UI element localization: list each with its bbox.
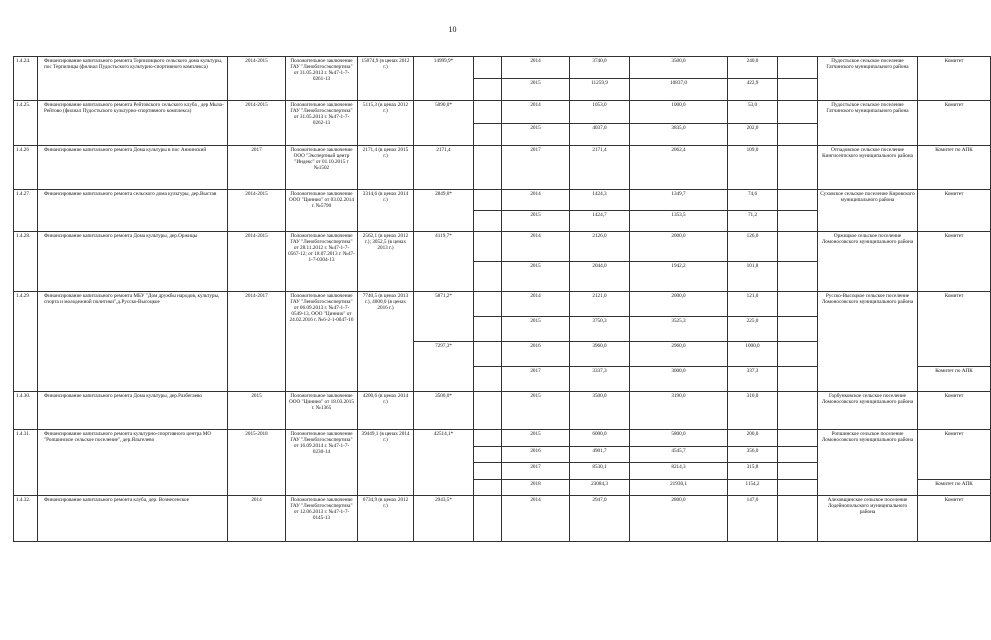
year-total-cell: 2171,4 xyxy=(570,146,630,190)
recipient-cell: Алеховщинское сельское поселение Лодейнопольского муниципального района xyxy=(818,496,918,542)
year-cell: 2014 xyxy=(502,292,570,317)
row-number-cell: 1.4.29 xyxy=(14,292,38,392)
regional-budget-cell: 3500,0 xyxy=(630,57,728,79)
year-total-cell: 3750,3 xyxy=(570,317,630,342)
spacer-cell xyxy=(474,479,502,496)
expertise-cell: Положительное заключение ГАУ "Леноблгосэкспертиза" от 31.05.2013 г. №47-1-7-0261-13 xyxy=(286,57,358,101)
year-total-cell: 3500,0 xyxy=(570,392,630,430)
spacer-cell xyxy=(778,367,818,392)
period-cell: 2017 xyxy=(228,146,286,190)
spacer-cell xyxy=(474,211,502,232)
local-budget-cell: 1154,2 xyxy=(728,479,778,496)
local-budget-cell: 147,0 xyxy=(728,496,778,542)
object-name-cell: Финансирование капитального ремонта Терпилицкого сельского дома культуры, пос Терпилицы (филиал Пудостьского культурно-спортивного комплекса) xyxy=(38,57,228,101)
recipient-cell: Русско-Высоцкое сельское поселение Ломоносовского муниципального района xyxy=(818,292,918,392)
row-number-cell: 1.4.32. xyxy=(14,496,38,542)
year-cell: 2015 xyxy=(502,79,570,101)
estimated-cost-cell: 15074,9 (в ценах 2012 г.) xyxy=(358,57,414,101)
table-row xyxy=(14,190,991,211)
period-cell: 2014 xyxy=(228,496,286,542)
spacer-cell xyxy=(778,211,818,232)
local-budget-cell: 315,8 xyxy=(728,463,778,480)
expertise-cell: Положительное заключение ГАУ "Леноблгосэкспертиза" от 16.09.2014 г. №47-1-7-0230-14 xyxy=(286,430,358,496)
committee-cell: Комитет xyxy=(918,190,991,232)
committee-cell: Комитет по АПК xyxy=(918,367,991,392)
spacer-cell xyxy=(474,262,502,292)
total-cost-cell: 2943,5* xyxy=(414,496,474,542)
spacer-cell xyxy=(474,342,502,367)
local-budget-cell: 240,0 xyxy=(728,57,778,79)
period-cell: 2014-2015 xyxy=(228,101,286,146)
table-row xyxy=(14,292,991,317)
year-cell: 2015 xyxy=(502,392,570,430)
regional-budget-cell: 2000,0 xyxy=(630,232,728,262)
year-cell: 2018 xyxy=(502,479,570,496)
local-budget-cell: 101,8 xyxy=(728,262,778,292)
committee-cell: Комитет xyxy=(918,292,991,367)
recipient-cell: Суховское сельское поселение Кировского муниципального района xyxy=(818,190,918,232)
regional-budget-cell: 3190,0 xyxy=(630,392,728,430)
regional-budget-cell: 3835,0 xyxy=(630,123,728,146)
year-cell: 2014 xyxy=(502,232,570,262)
year-total-cell: 3960,0 xyxy=(570,342,630,367)
object-name-cell: Финансирование капитального ремонта сельского дома культуры, дер.Выстав xyxy=(38,190,228,232)
estimated-cost-cell: 4200,6 (в ценах 2014 г.) xyxy=(358,392,414,430)
committee-cell: Комитет по АПК xyxy=(918,146,991,190)
regional-budget-cell: 21930,1 xyxy=(630,479,728,496)
local-budget-cell: 53,0 xyxy=(728,101,778,124)
regional-budget-cell: 1353,5 xyxy=(630,211,728,232)
year-cell: 2015 xyxy=(502,211,570,232)
recipient-cell: Горбунковское сельское поселение Ломоносовского муниципального района xyxy=(818,392,918,430)
local-budget-cell: 200,0 xyxy=(728,430,778,447)
row-number-cell: 1.4.30. xyxy=(14,392,38,430)
spacer-cell xyxy=(474,146,502,190)
recipient-cell: Отпадовское сельское поселение Кингисеппского муниципального района xyxy=(818,146,918,190)
total-cost-cell: 2171,4 xyxy=(414,146,474,190)
estimated-cost-cell: 2562,1 (в ценах 2012 г.); 3052,5 (в ценах 2013 г.) xyxy=(358,232,414,292)
period-cell: 2014-2015 xyxy=(228,57,286,101)
expertise-cell: Положительное заключение ГАУ "Леноблгосэкспертиза" от 12.06.2013 г. №47-1-7-0145-13 xyxy=(286,496,358,542)
row-number-cell: 1.4.31. xyxy=(14,430,38,496)
spacer-cell xyxy=(474,190,502,211)
table-row xyxy=(14,496,991,542)
year-total-cell: 2121,0 xyxy=(570,292,630,317)
total-cost-cell: 4119,7* xyxy=(414,232,474,292)
committee-cell: Комитет xyxy=(918,392,991,430)
regional-budget-cell: 2062,4 xyxy=(630,146,728,190)
row-number-cell: 1.4.24. xyxy=(14,57,38,101)
committee-cell: Комитет xyxy=(918,101,991,146)
year-cell: 2015 xyxy=(502,123,570,146)
spacer-cell xyxy=(778,101,818,124)
spacer-cell xyxy=(778,292,818,317)
regional-budget-cell: 2800,0 xyxy=(630,496,728,542)
table-row xyxy=(14,392,991,430)
object-name-cell: Финансирование капитального ремонта МБУ "Дом дружбы народов, культуры, спорта и молодежной политики",д.Русско-Высоцкое xyxy=(38,292,228,392)
recipient-cell: Пудостьское сельское поселение Гатчинского муниципального района xyxy=(818,57,918,101)
row-number-cell: 1.4.25. xyxy=(14,101,38,146)
row-number-cell: 1.4.27. xyxy=(14,190,38,232)
spacer-cell xyxy=(474,79,502,101)
period-cell: 2015-2018 xyxy=(228,430,286,496)
year-total-cell: 1424,7 xyxy=(570,211,630,232)
year-total-cell: 11259,9 xyxy=(570,79,630,101)
local-budget-cell: 337,3 xyxy=(728,367,778,392)
committee-cell: Комитет по АПК xyxy=(918,479,991,496)
estimated-cost-cell: 39449,1 (в ценах 2014 г.) xyxy=(358,430,414,496)
year-total-cell: 2044,0 xyxy=(570,262,630,292)
total-cost-cell: 7297,3* xyxy=(414,342,474,392)
regional-budget-cell: 3525,3 xyxy=(630,317,728,342)
year-cell: 2015 xyxy=(502,317,570,342)
year-cell: 2015 xyxy=(502,430,570,447)
table-row xyxy=(14,57,991,79)
expertise-cell: Положительное заключение ГАУ "Леноблгосэкспертиза" от 31.05.2013 г. №47-1-7-0262-13 xyxy=(286,101,358,146)
year-cell: 2017 xyxy=(502,146,570,190)
spacer-cell xyxy=(474,123,502,146)
spacer-cell xyxy=(778,232,818,262)
year-cell: 2017 xyxy=(502,463,570,480)
year-cell: 2017 xyxy=(502,367,570,392)
expertise-cell: Положительное заключение ООО "Экспертный центр "Индекс" от 01.10.2015 г №1502 xyxy=(286,146,358,190)
table-body xyxy=(14,57,991,542)
year-cell: 2016 xyxy=(502,446,570,463)
recipient-cell: Пудостьское сельское поселение Гатчинского муниципального района xyxy=(818,101,918,146)
table-row xyxy=(14,146,991,190)
year-total-cell: 8530,1 xyxy=(570,463,630,480)
local-budget-cell: 356,0 xyxy=(728,446,778,463)
object-name-cell: Финансирование капитального ремонта Рейтовского сельского клуба , дер Мыза-Рейтово (филиал Пудостьского культурно-спортивного комплекса) xyxy=(38,101,228,146)
spacer-cell xyxy=(778,79,818,101)
spacer-cell xyxy=(778,317,818,342)
object-name-cell: Финансирование капитального ремонта клуба, дер. Вознесенское xyxy=(38,496,228,542)
year-cell: 2014 xyxy=(502,190,570,211)
local-budget-cell: 422,9 xyxy=(728,79,778,101)
spacer-cell xyxy=(778,496,818,542)
page-number: 10 xyxy=(448,25,457,34)
regional-budget-cell: 2000,0 xyxy=(630,292,728,317)
object-name-cell: Финансирование капитального ремонта Дома культуры, дер.Разбегаево xyxy=(38,392,228,430)
table-row xyxy=(14,101,991,124)
spacer-cell xyxy=(778,262,818,292)
year-total-cell: 4901,7 xyxy=(570,446,630,463)
period-cell: 2014-2015 xyxy=(228,232,286,292)
estimated-cost-cell: 6734,9 (в ценах 2012 г.) xyxy=(358,496,414,542)
spacer-cell xyxy=(778,392,818,430)
period-cell: 2014-2017 xyxy=(228,292,286,392)
local-budget-cell: 109,0 xyxy=(728,146,778,190)
regional-budget-cell: 2960,0 xyxy=(630,342,728,367)
local-budget-cell: 1000,0 xyxy=(728,342,778,367)
estimated-cost-cell: 3314,6 (в ценах 2014 г.) xyxy=(358,190,414,232)
regional-budget-cell: 10837,0 xyxy=(630,79,728,101)
spacer-cell xyxy=(474,463,502,480)
local-budget-cell: 310,0 xyxy=(728,392,778,430)
financing-table xyxy=(13,56,991,542)
spacer-cell xyxy=(778,123,818,146)
estimated-cost-cell: 2171,4 (в ценах 2015 г.) xyxy=(358,146,414,190)
year-total-cell: 23084,3 xyxy=(570,479,630,496)
year-total-cell: 2126,0 xyxy=(570,232,630,262)
spacer-cell xyxy=(778,446,818,463)
year-cell: 2014 xyxy=(502,101,570,124)
table-row xyxy=(14,232,991,262)
spacer-cell xyxy=(474,101,502,124)
year-total-cell: 3337,3 xyxy=(570,367,630,392)
spacer-cell xyxy=(474,57,502,79)
year-cell: 2016 xyxy=(502,342,570,367)
local-budget-cell: 225,0 xyxy=(728,317,778,342)
year-cell: 2014 xyxy=(502,57,570,79)
expertise-cell: Положительное заключение ООО "Циннио" от 18.03.2015 г. №1365 xyxy=(286,392,358,430)
expertise-cell: Положительное заключение ГАУ "Леноблгосэкспертиза" от 28.11.2012 г. №47-1-7-0567-12; от 18.07.2013 г. №47-1-7-0304-13 xyxy=(286,232,358,292)
spacer-cell xyxy=(778,146,818,190)
total-cost-cell: 3500,0* xyxy=(414,392,474,430)
total-cost-cell: 14999,9* xyxy=(414,57,474,101)
total-cost-cell: 42514,1* xyxy=(414,430,474,496)
spacer-cell xyxy=(474,292,502,317)
local-budget-cell: 71,2 xyxy=(728,211,778,232)
row-number-cell: 1.4.28. xyxy=(14,232,38,292)
local-budget-cell: 121,0 xyxy=(728,292,778,317)
spacer-cell xyxy=(474,232,502,262)
row-number-cell: 1.4.26 xyxy=(14,146,38,190)
table-row xyxy=(14,430,991,447)
spacer-cell xyxy=(778,463,818,480)
object-name-cell: Финансирование капитального ремонта Дома культуры в пос Аннинский xyxy=(38,146,228,190)
year-total-cell: 1424,3 xyxy=(570,190,630,211)
regional-budget-cell: 3000,0 xyxy=(630,367,728,392)
regional-budget-cell: 5800,0 xyxy=(630,430,728,447)
spacer-cell xyxy=(778,479,818,496)
expertise-cell: Положительное заключение ГАУ "Леноблгосэкспертиза" от 06.09.2013 г. №47-1-7-0549-13, ООО "Циннио" от 24.02.2016 г. №6-2-1-0047-16 xyxy=(286,292,358,392)
regional-budget-cell: 1942,2 xyxy=(630,262,728,292)
committee-cell: Комитет xyxy=(918,232,991,292)
year-total-cell: 3740,0 xyxy=(570,57,630,79)
local-budget-cell: 202,0 xyxy=(728,123,778,146)
recipient-cell: Оржицкое сельское поселение Ломоносовского муниципального района xyxy=(818,232,918,292)
year-cell: 2015 xyxy=(502,262,570,292)
object-name-cell: Финансирование капитального ремонта культурно-спортивного центра МО "Ропшинское сельское поселение", дер.Яльгелево xyxy=(38,430,228,496)
spacer-cell xyxy=(474,496,502,542)
spacer-cell xyxy=(474,446,502,463)
period-cell: 2015 xyxy=(228,392,286,430)
committee-cell: Комитет xyxy=(918,57,991,101)
total-cost-cell: 5090,0* xyxy=(414,101,474,146)
spacer-cell xyxy=(778,57,818,79)
expertise-cell: Положительное заключение ООО "Циннио" от 03.02.2014 г. №5790 xyxy=(286,190,358,232)
regional-budget-cell: 4545,7 xyxy=(630,446,728,463)
spacer-cell xyxy=(474,317,502,342)
estimated-cost-cell: 7740,5 (в ценах 2013 г.), 4000,0 (в ценах 2016 г.) xyxy=(358,292,414,392)
committee-cell: Комитет xyxy=(918,496,991,542)
year-total-cell: 2947,0 xyxy=(570,496,630,542)
period-cell: 2014-2015 xyxy=(228,190,286,232)
total-cost-cell: 2849,0* xyxy=(414,190,474,232)
regional-budget-cell: 8214,3 xyxy=(630,463,728,480)
year-total-cell: 1053,0 xyxy=(570,101,630,124)
spacer-cell xyxy=(474,367,502,392)
committee-cell: Комитет xyxy=(918,430,991,480)
regional-budget-cell: 1349,7 xyxy=(630,190,728,211)
spacer-cell xyxy=(778,342,818,367)
regional-budget-cell: 1000,0 xyxy=(630,101,728,124)
total-cost-cell: 5871,2* xyxy=(414,292,474,342)
spacer-cell xyxy=(474,430,502,447)
object-name-cell: Финансирование капитального ремонта Дома культуры, дер.Оржицы xyxy=(38,232,228,292)
year-total-cell: 4037,0 xyxy=(570,123,630,146)
spacer-cell xyxy=(778,430,818,447)
spacer-cell xyxy=(778,190,818,211)
estimated-cost-cell: 5115,3 (в ценах 2012 г.) xyxy=(358,101,414,146)
spacer-cell xyxy=(474,392,502,430)
recipient-cell: Ропшинское сельское поселение Ломоносовского муниципального района xyxy=(818,430,918,496)
year-cell: 2014 xyxy=(502,496,570,542)
local-budget-cell: 74,6 xyxy=(728,190,778,211)
local-budget-cell: 126,0 xyxy=(728,232,778,262)
year-total-cell: 6000,0 xyxy=(570,430,630,447)
